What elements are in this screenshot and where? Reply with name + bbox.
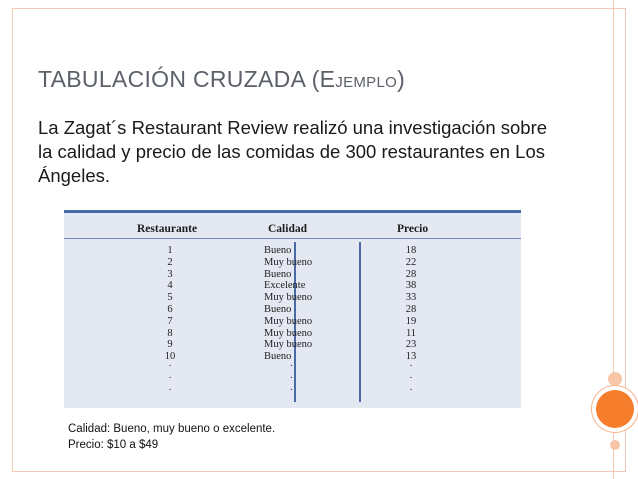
ellipsis-dot: ·: [289, 372, 294, 384]
ellipsis-dot: ·: [168, 384, 172, 396]
header-calidad: Calidad: [268, 223, 307, 235]
cell-precio: 33: [405, 292, 417, 304]
ellipsis-dot: ·: [409, 372, 413, 384]
cell-restaurante: 7: [167, 315, 173, 327]
slide-title: TABULACIÓN CRUZADA (EJEMPLO): [38, 66, 406, 92]
cell-calidad: Muy bueno: [264, 327, 313, 339]
slide-body-text: La Zagat´s Restaurant Review realizó una investigación sobre la calidad y precio de las comidas de 300 restaurantes en Los Ángeles.: [38, 117, 548, 186]
note-calidad: Calidad: Bueno, muy bueno o excelente.: [68, 423, 276, 435]
cell-restaurante: 2: [167, 256, 173, 268]
cell-restaurante: 4: [167, 280, 173, 292]
header-precio: Precio: [397, 223, 429, 235]
note-precio: Precio: $10 a $49: [68, 439, 159, 451]
cell-calidad: Bueno: [264, 245, 292, 256]
ellipsis-dot: ·: [168, 372, 172, 384]
table-header-rule: [64, 238, 521, 239]
cell-restaurante: 6: [167, 303, 173, 315]
cell-restaurante: 5: [167, 292, 173, 304]
decorative-circle-tiny: [610, 440, 620, 450]
cell-calidad: Muy bueno: [264, 292, 313, 304]
cell-precio: 28: [405, 268, 417, 280]
cell-precio: 28: [405, 303, 417, 315]
cell-restaurante: 3: [167, 268, 173, 280]
data-table: [64, 210, 521, 408]
cell-precio: 38: [405, 280, 417, 292]
decorative-circle-small: [608, 372, 622, 386]
column-restaurante: [160, 245, 180, 398]
cell-calidad: Muy bueno: [264, 256, 313, 268]
cell-precio: 18: [405, 245, 417, 256]
cell-calidad: Bueno: [264, 351, 292, 363]
ellipsis-dot: ·: [289, 360, 294, 372]
table-top-rule: [64, 210, 521, 213]
cell-precio: 11: [405, 327, 417, 339]
cell-restaurante: 1: [167, 245, 173, 256]
cell-precio: 22: [405, 256, 417, 268]
decorative-circle-accent: [596, 390, 634, 428]
cell-calidad: Bueno: [264, 268, 292, 280]
cell-precio: 13: [405, 351, 417, 363]
cell-calidad: Muy bueno: [264, 339, 313, 351]
cell-calidad: Muy bueno: [264, 315, 313, 327]
cell-calidad: Excelente: [264, 280, 306, 292]
column-divider: [359, 242, 361, 402]
cell-precio: 19: [405, 315, 417, 327]
column-calidad: [264, 245, 334, 398]
column-precio: [399, 245, 423, 398]
header-restaurante: Restaurante: [137, 223, 198, 235]
ellipsis-dot: ·: [409, 384, 413, 396]
ellipsis-dot: ·: [168, 360, 172, 372]
cell-calidad: Bueno: [264, 303, 292, 315]
ellipsis-dot: ·: [289, 384, 294, 396]
table-note: [68, 421, 275, 453]
cell-precio: 23: [405, 339, 417, 351]
cell-restaurante: 9: [167, 339, 173, 351]
cell-restaurante: 10: [164, 351, 176, 363]
cell-restaurante: 8: [167, 327, 173, 339]
ellipsis-dot: ·: [409, 360, 413, 372]
